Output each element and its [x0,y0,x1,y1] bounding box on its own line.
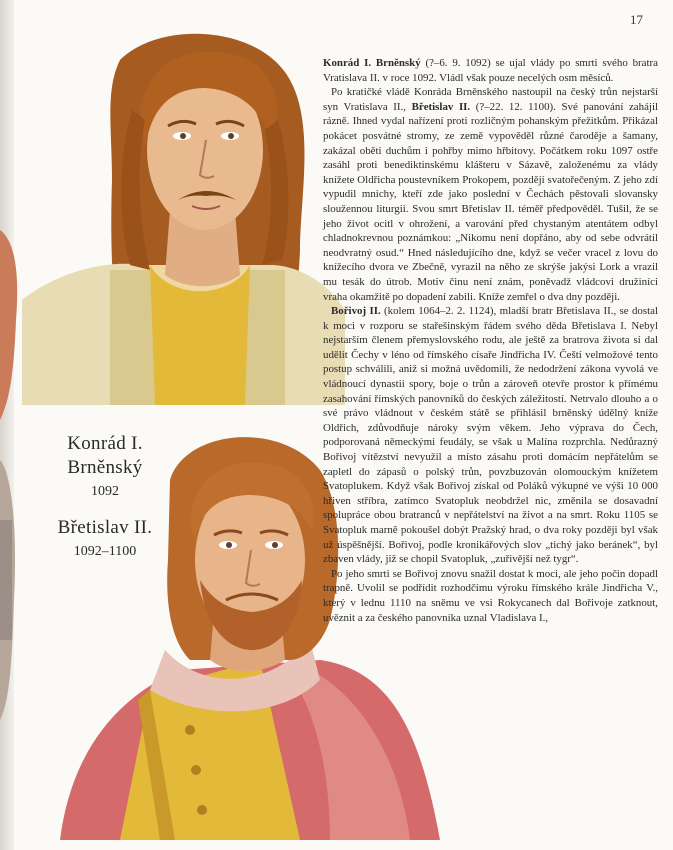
caption-years-konrad: 1092 [91,484,119,499]
paragraph-konrad [323,56,658,85]
paragraph-borivoj-continued [323,567,658,625]
portrait-konrad [22,34,345,405]
portrait-captions [44,432,166,576]
paragraph-text: Po kratičké vládě Konráda Brněnského nastoupil na český trůn nejstarší syn Vratislava II., [323,86,658,113]
page-number: 17 [630,12,643,27]
caption-name-bretislav: Břetislav II. [57,517,153,538]
caption-name-konrad-line1: Konrád I. [67,433,143,454]
paragraph-text: (?–22. 12. 1100). Své panování zahájil rázně. Ihned vydal nařízení proti rozličným pohanským přežitkům. Přikázal pokácet posvátné stromy, ze země vypověděl různé čaroděje a šamany, zakázal oběti duchům i pohřby mimo hřbitovy. Počátkem roku 1097 ostře zasáhl proti benediktinskému klášteru v Sázavě, založenému za vlády knížete Oldřicha poustevníkem Prokopem, později svatořečeným. Z jeho zdí vypudil mnichy, kteří zde jako poslední v Čechách pěstovali slovansky sloužennou liturgii. Svou smrt Břetislav II. téměř předpověděl. Tušil, že se jeho život ocitl v ohrožení, a varování před chystaným atentátem odbyl chladnokrevnou poznámkou: „Nikomu není dopřáno, aby od sebe odvrátil neodvratný osud.“ Hned následujícího dne, když se večer vracel z lovu do knížecího dvora ve Zbečně, vyrazil na něho ze skrýše jakýsi Lork a vrazil mu tesák do útrob. Motiv činu není znám, poněvadž vládcovi družiníci vraha okamžitě po dopadení zabili. Kníže zemřel o dva dny později. [323,100,658,303]
paragraph-borivoj [323,304,658,567]
paragraph-text: Po jeho smrti se Bořivoj znovu snažil dostat k moci, ale jeho počin dopadl trapně. Uvolil se podřídit rozhodčímu výroku římského krále Jindřicha V., který v lednu 1110 na sněmu ve vsi Rokycanech dal Bořivoje zatknout, uvěznit a za českého panovníka uznal Vladislava I., [323,567,658,624]
bold-konrad: Konrád I. Brněnský [323,57,421,69]
adjacent-illustration-fragment [0,230,17,720]
caption-years-bretislav: 1092–1100 [73,544,137,559]
bold-borivoj: Bořivoj II. [331,305,381,318]
bold-bretislav: Břetislav II. [411,100,471,113]
paragraph-text: (kolem 1064–2. 2. 1124), mladší bratr Břetislava II., se dostal k moci v rozporu se stařešinským řádem svého děda Břetislava I. Nebyl nejstarším členem přemyslovského rodu, ale ještě za bratrova života si dal udělit Čechy v léno od římského císaře Jindřicha IV. Čeští velmožové tento postup schválili, aniž si možná uvědomili, že nedodržení zákona vyvolá ve vládnoucí dynastii spory, boje o trůn a zároveň otevře prostor k přímému zasahování římských panovníků do českých záležitostí. Netrvalo dlouho a o své právo vládnout v českém státě se přihlásil brněnský údělný kníže Oldřich, zdůvodňuje nároky svým věkem. Jeho výprava do Čech, podporovaná německými feudály, se však u Malína rozprchla. Nedůrazný Bořivoj vítězství nevyužil a místo zásahu proti domácím nepřátelům se zapletl do zápasů o polský trůn, povzbuzován olomouckým knížetem Svatoplukem. Když však Bořivoj získal od Poláků výkupné ve výši 10 000 hřiven stříbra, zatímco Svatopluk neobdržel nic, změnila se dosavadní spolupráce obou bratranců v nepřátelství na život a na smrt. Roku 1105 se Svatopluk marně pokoušel dobýt Pražský hrad, o dva roky později byl však už úspěšnější. Bořivoj, podle kronikářových slov „tichý jako beránek“, byl zbaven vlády, již se chopil Svatopluk, „zuřivější než tygr“. [323,305,658,566]
paragraph-bretislav [323,85,658,304]
caption-name-konrad-line2: Brněnský [67,457,143,478]
body-text [323,56,658,625]
paragraph-text: (?–6. 9. 1092) se ujal vlády po smrti svého bratra Vratislava II. v roce 1092. Vládl však pouze necelých osm měsíců. [323,57,658,84]
